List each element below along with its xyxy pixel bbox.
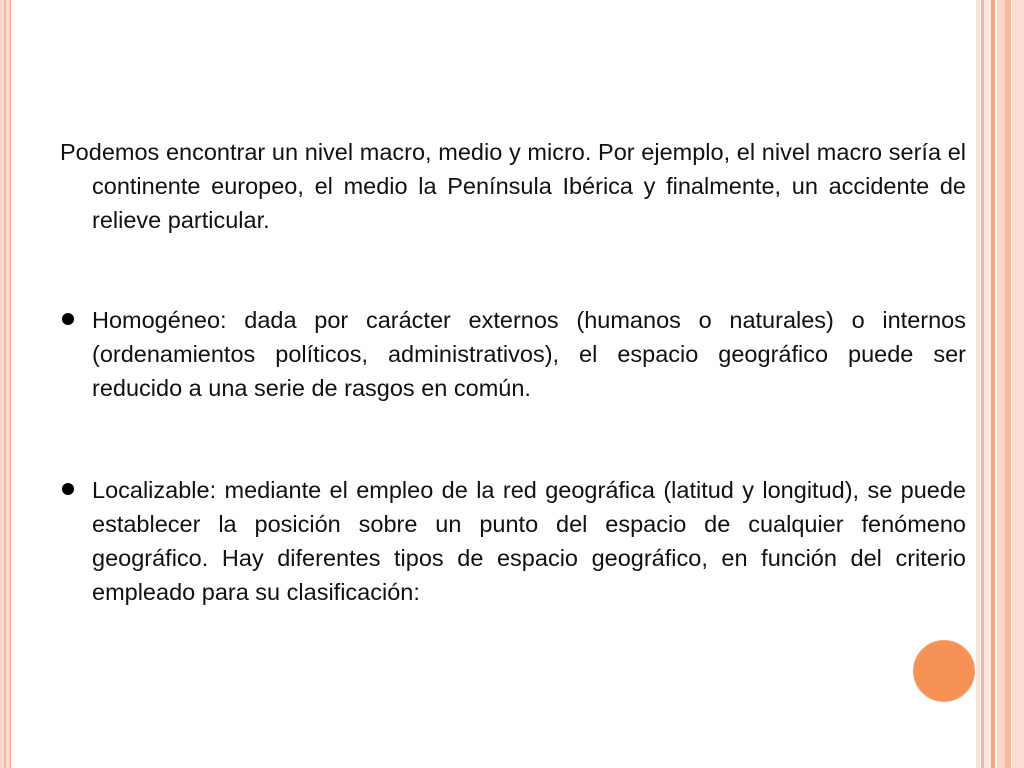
stripe — [991, 0, 995, 768]
bullet-item-homogeneo — [60, 303, 966, 405]
stripe — [1005, 0, 1011, 768]
stripe — [1012, 0, 1024, 768]
left-decorative-border — [0, 0, 11, 768]
bullet-text: Homogéneo: dada por carácter externos (humanos o naturales) o internos (ordenamientos políticos, administrativos), el espacio geográfico puede ser reducido a una serie de rasgos en común. — [92, 307, 966, 401]
stripe — [976, 0, 980, 768]
bullet-item-localizable — [60, 473, 966, 609]
stripe — [997, 0, 1005, 768]
intro-paragraph: Podemos encontrar un nivel macro, medio y micro. Por ejemplo, el nivel macro sería el continente europeo, el medio la Península Ibérica y finalmente, un accidente de relieve particular. — [60, 139, 966, 233]
bullet-dot-icon — [62, 313, 74, 325]
right-decorative-stripes — [976, 0, 1024, 768]
stripe — [984, 0, 991, 768]
bullet-text: Localizable: mediante el empleo de la red geográfica (latitud y longitud), se puede establecer la posición sobre un punto del espacio de cualquier fenómeno geográfico. Hay diferentes tipos de espacio geográfico, en función del criterio empleado para su clasificación: — [92, 477, 966, 605]
bullet-dot-icon — [62, 483, 74, 495]
orange-circle-decoration — [913, 640, 975, 702]
slide-body — [60, 135, 966, 677]
